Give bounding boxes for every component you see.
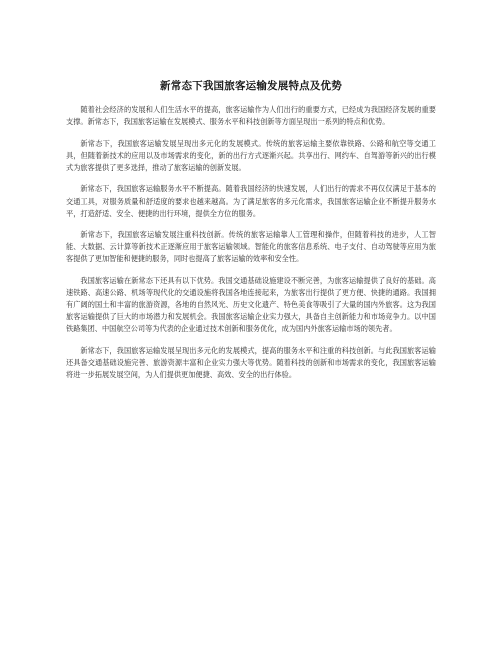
document-page bbox=[66, 78, 436, 391]
document-title: 新常态下我国旅客运输发展特点及优势 bbox=[160, 80, 342, 92]
paragraph-development-mode: 新常态下，我国旅客运输发展呈现出多元化的发展模式。传统的旅客运输主要依靠铁路、公路和航空等交通工具，但随着新技术的应用以及市场需求的变化，新的出行方式逐渐兴起。共享出行、网约车、自驾游等新兴的出行模式为旅客提供了更多选择，推动了旅客运输的创新发展。 bbox=[66, 138, 436, 172]
paragraph-tech-innovation: 新常态下，我国旅客运输发展注重科技创新。传统的旅客运输靠人工管理和操作，但随着科技的进步，人工智能、大数据、云计算等新技术正逐渐应用于旅客运输领域。智能化的旅客信息系统、电子支付、自动驾驶等应用为旅客提供了更加智能和便捷的服务，同时也提高了旅客运输的效率和安全性。 bbox=[66, 230, 436, 264]
paragraph-conclusion: 新常态下，我国旅客运输发展呈现出多元化的发展模式，提高的服务水平和注重的科技创新。与此我国旅客运输还具备交通基础设施完善、旅游资源丰富和企业实力强大等优势。随着科技的创新和市场需求的变化，我国旅客运输将进一步拓展发展空间，为人们提供更加便捷、高效、安全的出行体验。 bbox=[66, 346, 436, 380]
paragraph-service-level: 新常态下，我国旅客运输服务水平不断提高。随着我国经济的快速发展，人们出行的需求不再仅仅满足于基本的交通工具，对服务质量和舒适度的要求也越来越高。为了满足旅客的多元化需求，我国旅客运输企业不断提升服务水平，打造舒适、安全、便捷的出行环境，提供全方位的服务。 bbox=[66, 184, 436, 218]
paragraph-intro: 随着社会经济的发展和人们生活水平的提高，旅客运输作为人们出行的重要方式，已经成为我国经济发展的重要支撑。新常态下，我国旅客运输在发展模式、服务水平和科技创新等方面呈现出一系列的特点和优势。 bbox=[66, 105, 436, 127]
paragraph-advantages: 我国旅客运输在新常态下还具有以下优势。我国交通基础设施建设不断完善，为旅客运输提供了良好的基础。高速铁路、高速公路、机场等现代化的交通设施将我国各地连接起来，为旅客出行提供了更方便、快捷的通路。我国拥有广阔的国土和丰富的旅游资源，各地的自然风光、历史文化遗产、特色美食等吸引了大量的国内外旅客。这为我国旅客运输提供了巨大的市场潜力和发展机会。我国旅客运输企业实力强大，具备自主创新能力和市场竞争力。以中国铁路集团、中国航空公司等为代表的企业通过技术创新和服务优化，成为国内外旅客运输市场的领先者。 bbox=[66, 276, 436, 334]
